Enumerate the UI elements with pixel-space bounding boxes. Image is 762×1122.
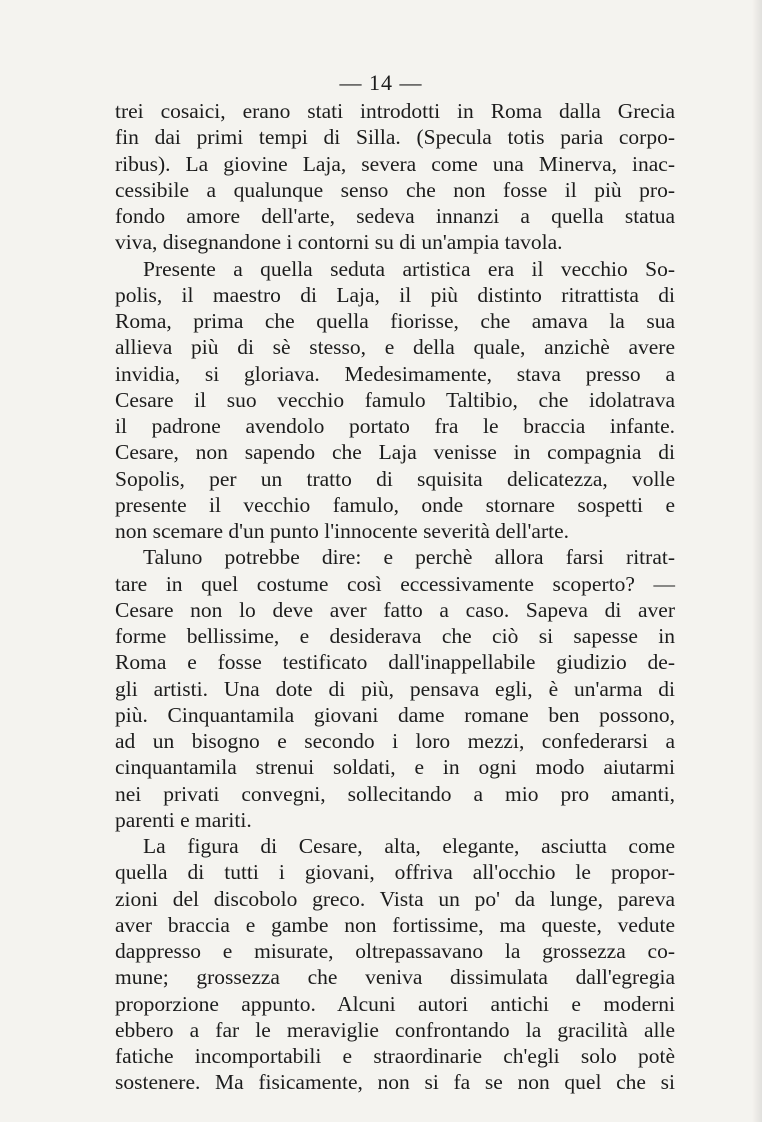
text-line: presente il vecchio famulo, onde stornare sospetti e [115,492,675,517]
text-line: Cesare, non sapendo che Laja venisse in compagnia di [115,440,675,465]
text-line: più. Cinquantamila giovani dame romane ben possono, [115,702,675,727]
text-line: Taluno potrebbe dire: e perchè allora farsi ritrat- [143,545,675,570]
text-line: cessibile a qualunque senso che non fosse il più pro- [115,177,675,202]
page-number: — 14 — [339,70,423,95]
text-line: Cesare non lo deve aver fatto a caso. Sapeva di aver [115,597,675,622]
text-line: parenti e mariti. [115,807,252,832]
text-line: il padrone avendolo portato fra le braccia infante. [115,414,675,438]
text-line: nei privati convegni, sollecitando a mio pro amanti, [115,781,675,806]
text-line: fatiche incomportabili e straordinarie ch'egli solo potè [115,1044,675,1068]
text-line: ribus). La giovine Laja, severa come una Minerva, inac- [115,151,675,176]
text-line: allieva più di sè stesso, e della quale, anzichè avere [115,335,675,360]
text-line: Presente a quella seduta artistica era il vecchio So- [143,256,675,281]
text-line: forme bellissime, e desiderava che ciò si sapesse in [115,624,675,648]
text-line: gli artisti. Una dote di più, pensava egli, è un'arma di [115,676,675,701]
text-line: proporzione appunto. Alcuni autori antichi e moderni [115,991,675,1016]
text-line: aver braccia e gambe non fortissime, ma queste, vedute [115,912,675,937]
text-line: zioni del discobolo greco. Vista un po' da lunge, pareva [115,886,675,911]
text-line: Sopolis, per un tratto di squisita delicatezza, volle [115,466,675,491]
text-line: invidia, si gloriava. Medesimamente, stava presso a [115,361,675,386]
text-line: ad un bisogno e secondo i loro mezzi, confederarsi a [115,729,675,753]
text-line: viva, disegnandone i contorni su di un'ampia tavola. [115,230,563,255]
text-line: non scemare d'un punto l'innocente severità dell'arte. [115,519,569,543]
text-line: dappresso e misurate, oltrepassavano la grossezza co- [115,939,675,963]
text-line: Roma e fosse testificato dall'inappellabile giudizio de- [115,650,675,675]
text-line: quella di tutti i giovani, offriva all'occhio le propor- [115,860,675,885]
text-line: sostenere. Ma fisicamente, non si fa se non quel che si [115,1070,675,1095]
text-line: cinquantamila strenui soldati, e in ogni modo aiutarmi [115,755,675,780]
text-line: La figura di Cesare, alta, elegante, asciutta come [143,834,675,858]
text-line: fondo amore dell'arte, sedeva innanzi a quella statua [115,204,675,228]
text-line: Cesare il suo vecchio famulo Taltibio, che idolatrava [115,387,675,412]
text-line: trei cosaici, erano stati introdotti in Roma dalla Grecia [115,99,675,123]
page-edge-shadow [752,0,762,1122]
body-text [115,98,675,1096]
text-line: polis, il maestro di Laja, il più distinto ritrattista di [115,282,675,307]
text-line: mune; grossezza che veniva dissimulata dall'egregia [115,965,675,990]
text-line: ebbero a far le meraviglie confrontando la gracilità alle [115,1017,675,1042]
text-line: fin dai primi tempi di Silla. (Specula totis paria corpo- [115,125,675,150]
text-line: tare in quel costume così eccessivamente scoperto? — [115,571,675,596]
text-line: Roma, prima che quella fiorisse, che amava la sua [115,309,675,333]
